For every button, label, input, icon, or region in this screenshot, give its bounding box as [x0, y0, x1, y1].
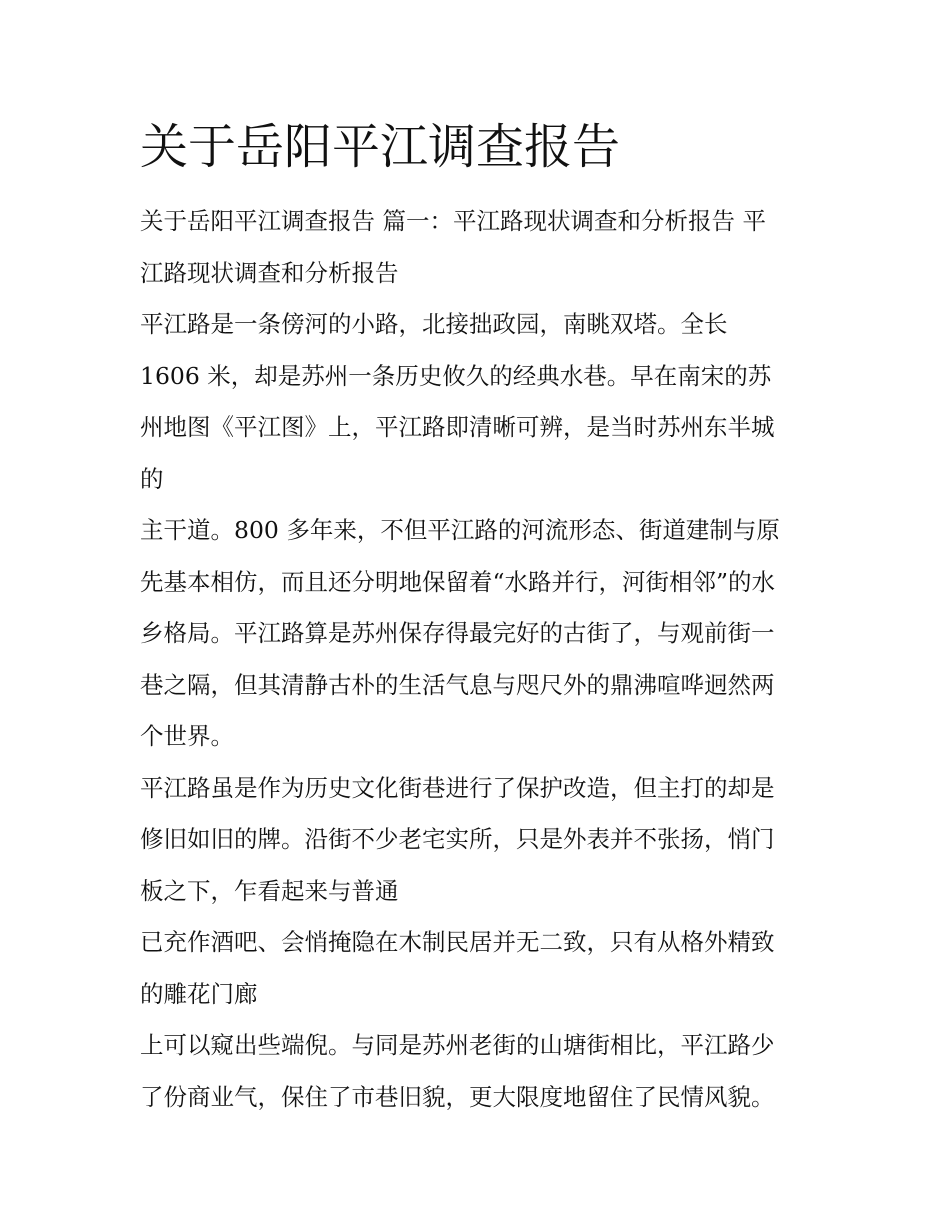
body-line: 了份商业气，保住了市巷旧貌，更大限度地留住了民情风貌。 [140, 1082, 775, 1111]
body-line: 平江路虽是作为历史文化街巷进行了保护改造，但主打的却是 [140, 773, 775, 802]
body-line: 上可以窥出些端倪。与同是苏州老街的山塘街相比，平江路少 [140, 1031, 775, 1059]
document-title: 关于岳阳平江调查报告 [140, 119, 621, 175]
body-line: 州地图《平江图》上，平江路即清晰可辨，是当时苏州东半城 [140, 413, 775, 441]
body-line: 巷之隔，但其清静古朴的生活气息与咫尺外的鼎沸喧哗迥然两 [140, 670, 775, 699]
body-line: 个世界。 [140, 722, 234, 750]
body-line: 平江路是一条傍河的小路，北接拙政园，南眺双塔。全长 [140, 310, 728, 338]
body-line: 的雕花门廊 [140, 979, 258, 1008]
body-line: 已充作酒吧、会悄掩隐在木制民居并无二致，只有从格外精致 [140, 928, 775, 956]
body-line: 主干道。800 多年来，不但平江路的河流形态、街道建制与原 [140, 516, 780, 544]
body-line: 关于岳阳平江调查报告 篇一：平江路现状调查和分析报告 平 [140, 207, 766, 235]
body-line: 修旧如旧的牌。沿街不少老宅实所，只是外表并不张扬，悄门 [140, 825, 775, 853]
body-line: 江路现状调查和分析报告 [140, 258, 399, 287]
body-line: 的 [140, 464, 164, 493]
body-line: 先基本相仿，而且还分明地保留着“水路并行，河街相邻”的水 [140, 567, 776, 596]
body-line: 乡格局。平江路算是苏州保存得最完好的古街了，与观前街一 [140, 619, 775, 647]
body-line: 1606 米，却是苏州一条历史攸久的经典水巷。早在南宋的苏 [140, 361, 772, 390]
body-line: 板之下，乍看起来与普通 [140, 876, 399, 905]
document-body [140, 196, 820, 1123]
